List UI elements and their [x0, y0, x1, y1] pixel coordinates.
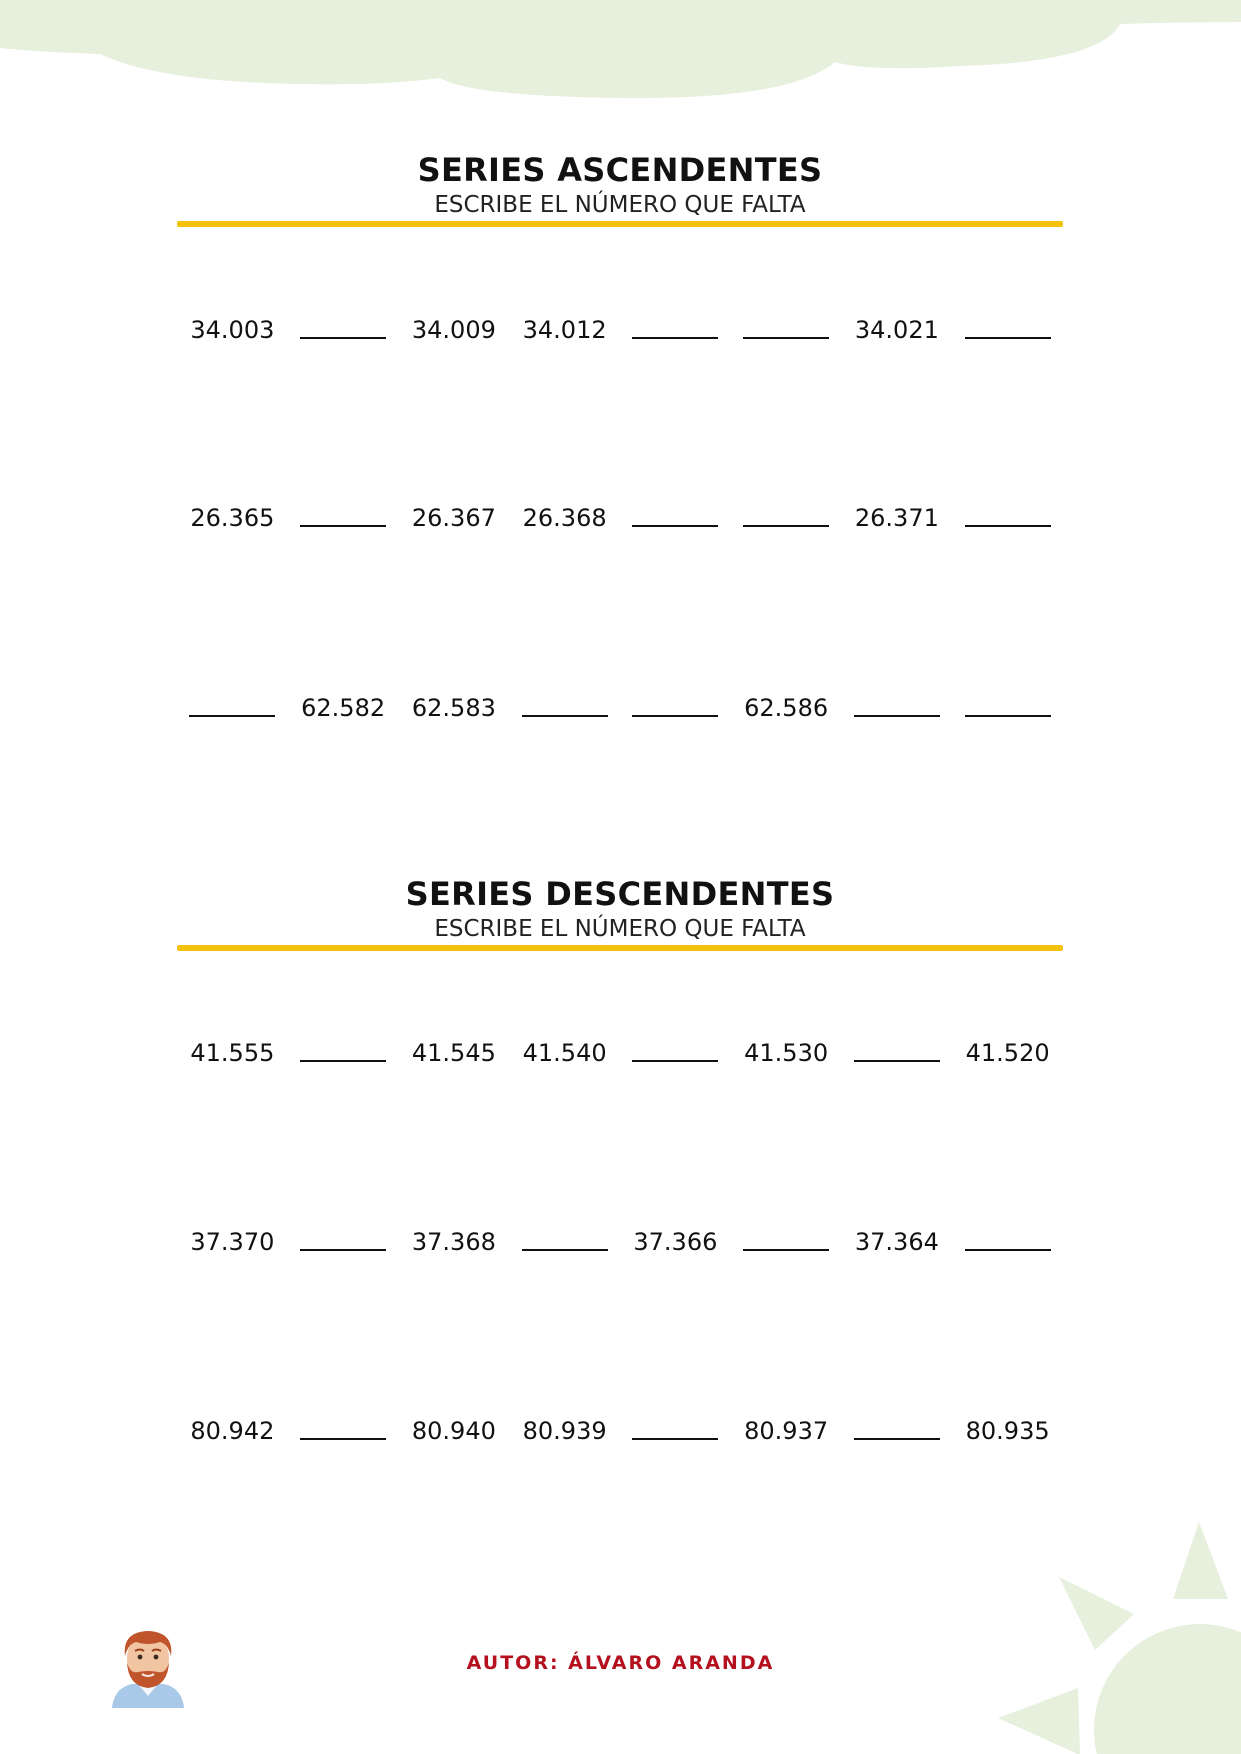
answer-blank[interactable]	[288, 501, 399, 535]
answer-blank[interactable]	[842, 1414, 953, 1448]
blank-line[interactable]	[965, 691, 1051, 717]
answer-blank[interactable]	[288, 1414, 399, 1448]
ascending-title: SERIES ASCENDENTES	[417, 151, 823, 189]
blank-line[interactable]	[632, 501, 718, 527]
blank-line[interactable]	[300, 313, 386, 339]
series-number: 80.942	[190, 1417, 275, 1445]
series-number: 26.367	[411, 504, 496, 532]
ascending-section	[177, 150, 1063, 227]
series-number: 37.364	[854, 1228, 939, 1256]
series-row	[177, 501, 1063, 535]
blank-line[interactable]	[300, 1036, 386, 1062]
answer-blank[interactable]	[952, 313, 1063, 347]
ascending-subtitle: ESCRIBE EL NÚMERO QUE FALTA	[434, 192, 806, 218]
series-number: 26.371	[854, 504, 939, 532]
answer-blank[interactable]	[842, 1036, 953, 1070]
answer-blank[interactable]	[620, 691, 731, 725]
answer-blank[interactable]	[952, 501, 1063, 535]
series-number: 34.003	[190, 316, 275, 344]
answer-blank[interactable]	[288, 1225, 399, 1259]
blank-line[interactable]	[965, 501, 1051, 527]
blank-line[interactable]	[300, 501, 386, 527]
series-row	[177, 691, 1063, 725]
descending-section	[177, 874, 1063, 951]
series-number: 37.366	[633, 1228, 718, 1256]
blank-line[interactable]	[522, 691, 608, 717]
blank-line[interactable]	[743, 1225, 829, 1251]
series-number: 62.582	[301, 694, 386, 722]
cloud-decoration	[0, 0, 1241, 98]
series-number: 26.368	[522, 504, 607, 532]
answer-blank[interactable]	[620, 1414, 731, 1448]
series-number: 34.009	[411, 316, 496, 344]
blank-line[interactable]	[743, 313, 829, 339]
blank-line[interactable]	[632, 313, 718, 339]
series-number: 41.520	[965, 1039, 1050, 1067]
series-number: 41.545	[411, 1039, 496, 1067]
series-number: 80.935	[965, 1417, 1050, 1445]
sun-decoration	[998, 1522, 1241, 1754]
answer-blank[interactable]	[177, 691, 288, 725]
answer-blank[interactable]	[952, 691, 1063, 725]
blank-line[interactable]	[300, 1414, 386, 1440]
series-row	[177, 1414, 1063, 1448]
series-number: 37.368	[411, 1228, 496, 1256]
blank-line[interactable]	[854, 1036, 940, 1062]
answer-blank[interactable]	[509, 691, 620, 725]
blank-line[interactable]	[854, 691, 940, 717]
series-number: 80.940	[411, 1417, 496, 1445]
series-number: 80.939	[522, 1417, 607, 1445]
blank-line[interactable]	[300, 1225, 386, 1251]
series-number: 37.370	[190, 1228, 275, 1256]
series-number: 80.937	[744, 1417, 829, 1445]
descending-divider	[177, 945, 1063, 951]
series-row	[177, 1036, 1063, 1070]
series-row	[177, 1225, 1063, 1259]
answer-blank[interactable]	[952, 1225, 1063, 1259]
series-number: 62.586	[744, 694, 829, 722]
blank-line[interactable]	[965, 1225, 1051, 1251]
blank-line[interactable]	[632, 1414, 718, 1440]
answer-blank[interactable]	[731, 313, 842, 347]
answer-blank[interactable]	[731, 501, 842, 535]
series-number: 41.530	[744, 1039, 829, 1067]
series-number: 41.555	[190, 1039, 275, 1067]
answer-blank[interactable]	[288, 313, 399, 347]
answer-blank[interactable]	[509, 1225, 620, 1259]
series-number: 41.540	[522, 1039, 607, 1067]
answer-blank[interactable]	[288, 1036, 399, 1070]
answer-blank[interactable]	[842, 691, 953, 725]
blank-line[interactable]	[854, 1414, 940, 1440]
series-number: 62.583	[411, 694, 496, 722]
ascending-divider	[177, 221, 1063, 227]
blank-line[interactable]	[632, 691, 718, 717]
series-number: 26.365	[190, 504, 275, 532]
answer-blank[interactable]	[620, 501, 731, 535]
blank-line[interactable]	[189, 691, 275, 717]
descending-subtitle: ESCRIBE EL NÚMERO QUE FALTA	[434, 916, 806, 942]
blank-line[interactable]	[632, 1036, 718, 1062]
blank-line[interactable]	[743, 501, 829, 527]
author-credit: AUTOR: ÁLVARO ARANDA	[466, 1652, 775, 1674]
answer-blank[interactable]	[620, 313, 731, 347]
blank-line[interactable]	[522, 1225, 608, 1251]
answer-blank[interactable]	[620, 1036, 731, 1070]
descending-title: SERIES DESCENDENTES	[405, 875, 835, 913]
series-number: 34.021	[854, 316, 939, 344]
series-row	[177, 313, 1063, 347]
series-number: 34.012	[522, 316, 607, 344]
answer-blank[interactable]	[731, 1225, 842, 1259]
blank-line[interactable]	[965, 313, 1051, 339]
